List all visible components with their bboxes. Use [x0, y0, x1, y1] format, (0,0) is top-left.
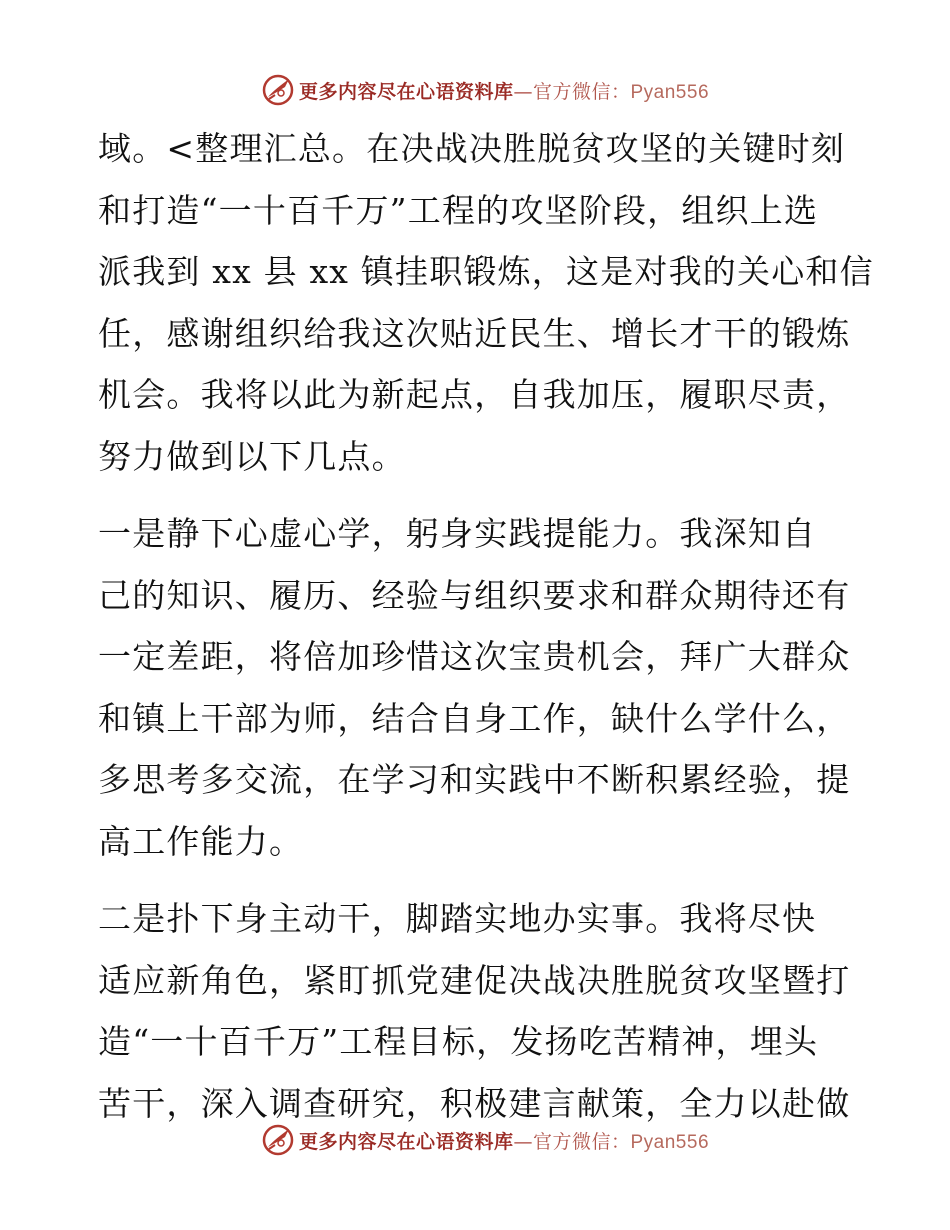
header-banner-text — [299, 77, 709, 104]
pen-nib-circle-icon — [261, 1123, 295, 1157]
paragraph-1 — [98, 118, 874, 487]
text-line: 努力做到以下几点。 — [98, 436, 406, 476]
footer-banner — [0, 1120, 950, 1160]
text-line: 高工作能力。 — [98, 821, 304, 861]
text-line: 任，感谢组织给我这次贴近民生、增长才干的锻炼 — [98, 313, 851, 353]
text-line: 多思考多交流，在学习和实践中不断积累经验，提 — [98, 760, 851, 799]
text-line: 造“一十百千万”工程目标，发扬吃苦精神，埋头 — [98, 1022, 819, 1061]
footer-banner-wechat: 官方微信： — [532, 1130, 631, 1153]
header-banner — [0, 70, 950, 110]
header-banner-inner — [261, 73, 709, 107]
header-banner-title: 更多内容尽在心语资料库 — [298, 80, 514, 103]
paragraph-3 — [98, 888, 858, 1134]
pen-nib-circle-icon — [261, 73, 295, 107]
text-line: 适应新角色，紧盯抓党建促决战决胜脱贫攻坚暨打 — [98, 960, 851, 1000]
paragraph-gap — [98, 872, 858, 888]
text-line: 一定差距，将倍加珍惜这次宝贵机会，拜广大群众 — [98, 637, 851, 676]
paragraph-gap — [98, 487, 858, 503]
footer-banner-inner — [261, 1123, 709, 1157]
text-line: 己的知识、履历、经验与组织要求和群众期待还有 — [98, 575, 851, 615]
footer-banner-text — [299, 1127, 709, 1154]
text-line: 派我到 xx 县 xx 镇挂职锻炼，这是对我的关心和信 — [98, 252, 874, 291]
document-body — [98, 118, 874, 1134]
header-banner-id: Pyan556 — [630, 81, 710, 103]
text-line: 二是扑下身主动干，脚踏实地办实事。我将尽快 — [98, 899, 817, 938]
footer-banner-sep: — — [513, 1130, 533, 1153]
header-banner-wechat: 官方微信： — [532, 80, 631, 103]
text-line: 域。<整理汇总。在决战决胜脱贫攻坚的关键时刻 — [98, 129, 846, 168]
text-line: 和打造“一十百千万”工程的攻坚阶段，组织上选 — [98, 190, 819, 230]
text-line: 苦干，深入调查研究，积极建言献策，全力以赴做 — [98, 1083, 851, 1123]
header-banner-sep: — — [513, 80, 533, 103]
footer-banner-id: Pyan556 — [630, 1131, 710, 1153]
paragraph-2 — [98, 503, 858, 872]
text-line: 一是静下心虚心学，躬身实践提能力。我深知自 — [98, 514, 817, 553]
text-line: 和镇上干部为师，结合自身工作，缺什么学什么， — [98, 698, 851, 738]
footer-banner-title: 更多内容尽在心语资料库 — [298, 1130, 514, 1153]
text-line: 机会。我将以此为新起点，自我加压，履职尽责， — [98, 375, 851, 414]
